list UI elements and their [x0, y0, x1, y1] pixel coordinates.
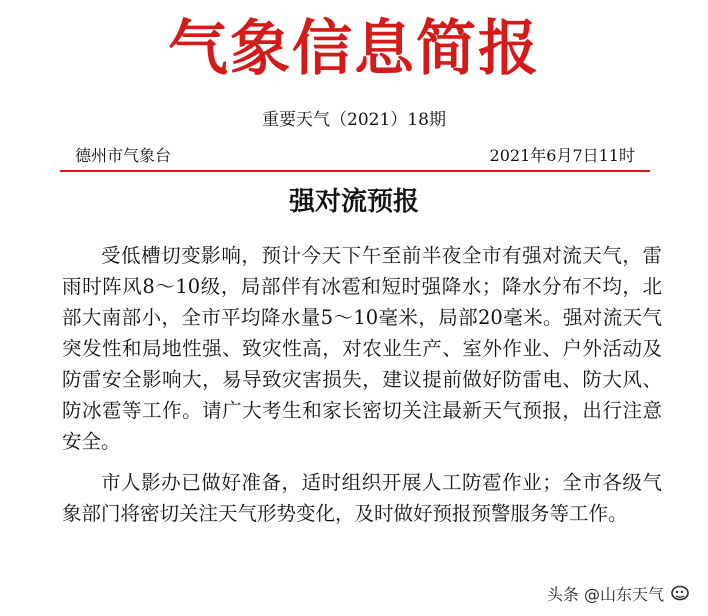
issue-number: 重要天气（2021）18期 — [262, 110, 446, 130]
toutiao-icon — [670, 584, 690, 602]
body-paragraph: 市人影办已做好准备，适时组织开展人工防雹作业；全市各级气象部门将密切关注天气形势变化，及时做好预报预警服务等工作。 — [62, 471, 662, 525]
header-divider — [60, 170, 650, 172]
document-title: 强对流预报 — [288, 187, 419, 217]
watermark-text: 头条 @山东天气 — [546, 584, 664, 604]
issue-date: 2021年6月7日11时 — [489, 146, 635, 165]
issuing-office: 德州市气象台 — [75, 146, 172, 165]
meta-row — [75, 145, 635, 167]
document-body — [62, 240, 662, 539]
source-watermark — [543, 580, 694, 606]
masthead-title: 气象信息简报 — [168, 14, 540, 84]
body-paragraph: 受低槽切变影响，预计今天下午至前半夜全市有强对流天气，雷雨时阵风8～10级，局部伴有冰雹和短时强降水；降水分布不均，北部大南部小，全市平均降水量5～10毫米，局部20毫米。强对流天气突发性和局地性强、致灾性高，对农业生产、室外作业、户外活动及防雷安全影响大，易导致灾害损失，建议提前做好防雷电、防大风、防冰雹等工作。请广大考生和家长密切关注最新天气预报，出行注意安全。 — [62, 244, 662, 453]
